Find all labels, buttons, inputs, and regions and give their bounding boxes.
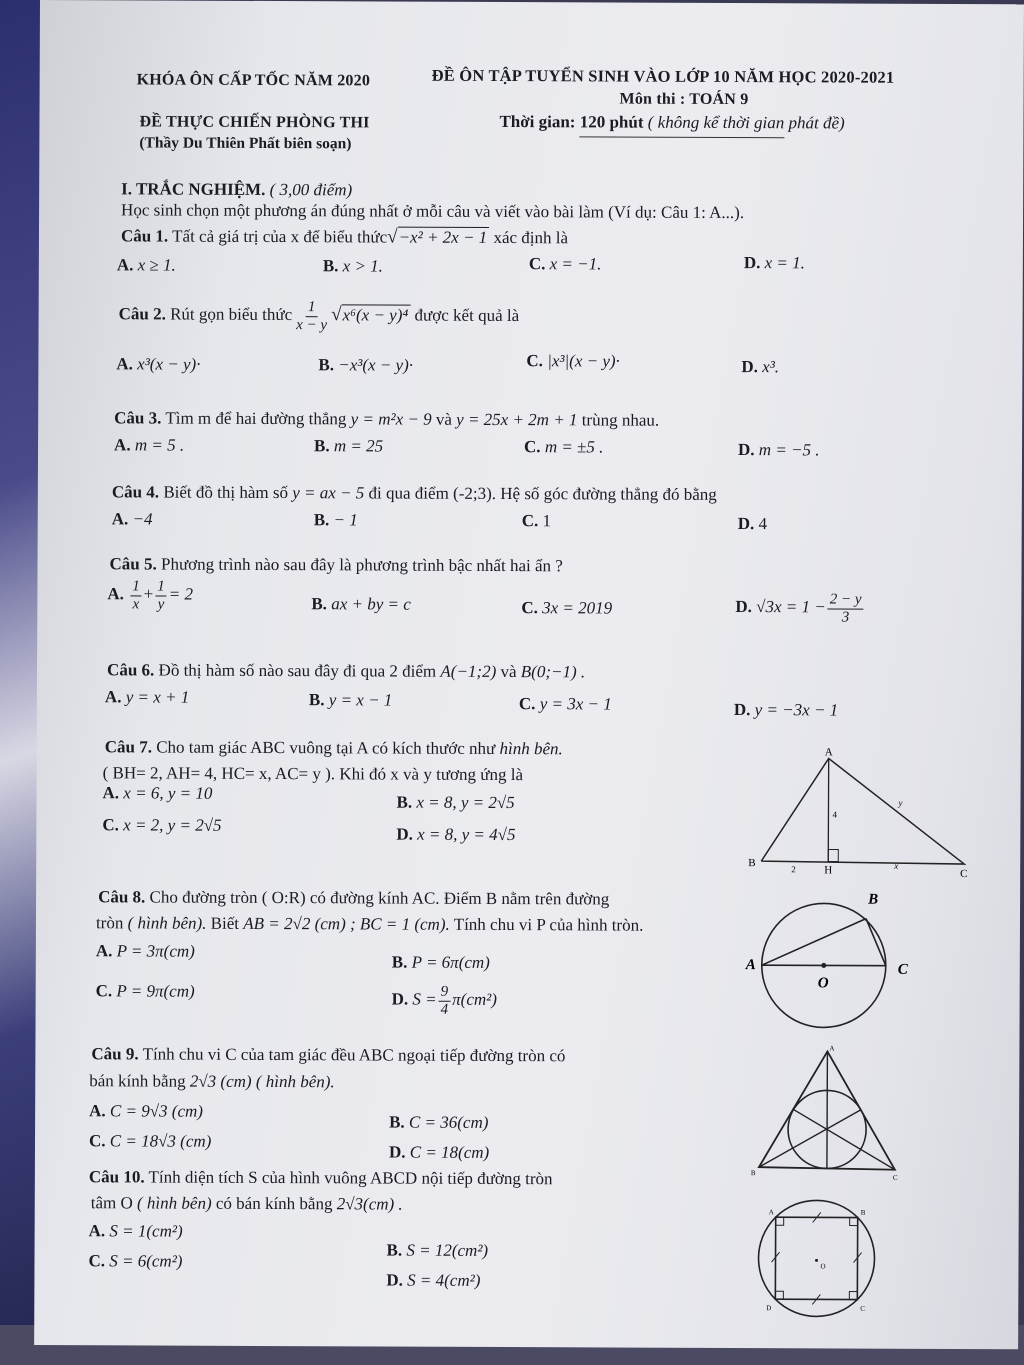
header-exam-type: ĐỀ THỰC CHIẾN PHÒNG THI [139, 113, 370, 132]
q7-right-angle-h [828, 849, 838, 861]
q2-option-a[interactable]: A. x³(x − y)· [116, 354, 201, 374]
q10-right-angle-c [849, 1292, 857, 1300]
section-title [121, 180, 352, 198]
q6-text: Đồ thị hàm số nào sau đây đi qua 2 điểm [158, 660, 437, 681]
header-course: KHÓA ÔN CẤP TỐC NĂM 2020 [136, 71, 371, 90]
q10-option-a[interactable]: A. S = 1(cm²) [88, 1221, 183, 1241]
q6-option-b[interactable]: B. y = x − 1 [308, 690, 393, 710]
q9-text: Tính chu vi C của tam giác đều ABC ngoại tiếp đường tròn có [142, 1044, 566, 1066]
q9-label-a: A [829, 1044, 835, 1053]
time-note: ( không kể thời gian phát đề) [647, 112, 845, 133]
q9-option-a[interactable]: A. C = 9√3 (cm) [89, 1101, 204, 1121]
q6-option-d[interactable]: D. y = −3x − 1 [733, 700, 839, 720]
q8-chord-bc [866, 919, 886, 966]
q6-option-c[interactable]: C. y = 3x − 1 [518, 694, 612, 714]
q4-text: Biết đồ thị hàm số [163, 482, 289, 503]
question-1: Câu 1. Tất cả giá trị của x để biểu thức√−x² + 2x − 1 xác định là [120, 226, 569, 248]
q7-figure [736, 743, 977, 884]
q7-label: Câu 7. [104, 737, 153, 757]
q8-option-d[interactable]: D. S = $\frac{9}{4}$ π(cm²) [391, 983, 497, 1018]
q8-label-a: A [745, 957, 756, 974]
q3-label: Câu 3. [114, 408, 162, 428]
question-2: Câu 2. Rút gọn biểu thức $\frac{1}{x - y}$ √x⁶(x − y)⁴ được kết quả là [118, 299, 520, 333]
q5-text: Phương trình nào sau đây là phương trình bậc nhất hai ẩn ? [160, 554, 563, 576]
q6-point-b: B(0;−1) . [520, 662, 586, 682]
q9-option-d[interactable]: D. C = 18(cm) [388, 1142, 490, 1162]
question-3: Câu 3. Tìm m để hai đường thẳng y = m²x − 9 và y = 25x + 2m + 1 trùng nhau. [114, 408, 660, 430]
q8-label-o: O [817, 975, 829, 992]
q10-label: Câu 10. [88, 1167, 145, 1187]
q9-figure [745, 1043, 906, 1184]
q8-label-c: C [897, 961, 908, 978]
q10-right-angle-d [775, 1291, 783, 1299]
q4-text2: đi qua điểm (-2;3). Hệ số góc đường thẳng đó bằng [368, 483, 717, 504]
q7-option-c[interactable]: C. x = 2, y = 2√5 [102, 815, 222, 835]
header-underline [579, 136, 784, 138]
q5-option-a[interactable]: A. $\frac{1}{x}$ + $\frac{1}{y}$ = 2 [107, 578, 194, 613]
q10-label-d: D [766, 1304, 772, 1313]
q1-option-d[interactable]: D. x = 1. [743, 253, 805, 273]
q6-label: Câu 6. [107, 660, 155, 680]
header-subject: Môn thi : TOÁN 9 [619, 90, 749, 109]
section-points: ( 3,00 điểm) [269, 180, 353, 200]
question-10 [89, 1168, 553, 1187]
question-9 [91, 1045, 565, 1064]
q9-line2: bán kính bằng 2√3 (cm) ( hình bên). [89, 1071, 335, 1092]
q4-label: Câu 4. [111, 482, 160, 502]
q4-option-b[interactable]: B. − 1 [313, 510, 358, 530]
q4-expr: y = ax − 5 [292, 483, 365, 503]
q10-square [775, 1217, 857, 1299]
q2-label: Câu 2. [118, 304, 166, 324]
q1-text: Tất cả giá trị của x để biểu thức [172, 226, 388, 247]
q4-option-d[interactable]: D. 4 [737, 514, 768, 534]
exam-sheet [34, 0, 1024, 1349]
q5-option-d[interactable]: D. √3x = 1 − $\frac{2 - y}{3}$ [735, 591, 862, 626]
header-exam-title: ĐỀ ÔN TẬP TUYỂN SINH VÀO LỚP 10 NĂM HỌC 2020-2021 [431, 65, 895, 87]
q8-center-dot [821, 963, 826, 968]
q7-label-hc: x [894, 860, 899, 871]
question-8 [98, 888, 609, 907]
q9-label: Câu 9. [91, 1044, 139, 1064]
q3-expr1: y = m²x − 9 [350, 409, 432, 429]
q10-label-o: O [820, 1262, 826, 1271]
q7-option-a[interactable]: A. x = 6, y = 10 [102, 783, 213, 803]
q10-label-c: C [860, 1304, 865, 1313]
q8-option-a[interactable]: A. P = 3π(cm) [95, 941, 195, 961]
q7-text: Cho tam giác ABC vuông tại A có kích thước như [156, 737, 496, 758]
q1-text2: xác định là [493, 227, 569, 248]
q8-option-b[interactable]: B. P = 6π(cm) [391, 952, 490, 972]
q6-point-a: A(−1;2) [440, 661, 497, 681]
q9-label-b: B [750, 1169, 756, 1178]
q9-label-c: C [892, 1173, 898, 1182]
q1-option-c[interactable]: C. x = −1. [528, 254, 602, 274]
q7-label-h: H [824, 864, 833, 877]
q10-text: Tính diện tích S của hình vuông ABCD nội tiếp đường tròn [148, 1167, 553, 1189]
time-label: Thời gian: 120 phút [499, 112, 644, 132]
q3-expr2: y = 25x + 2m + 1 [456, 409, 578, 430]
q3-text: Tìm m để hai đường thẳng [165, 408, 347, 429]
q7-label-b: B [748, 857, 756, 870]
q4-option-c[interactable]: C. 1 [521, 511, 552, 531]
q10-center-dot [815, 1259, 818, 1262]
section-instruction: Học sinh chọn một phương án đúng nhất ở mỗi câu và viết vào bài làm (Ví dụ: Câu 1: A...). [121, 200, 745, 223]
q10-option-d[interactable]: D. S = 4(cm²) [386, 1270, 481, 1290]
q2-text: Rút gọn biểu thức [170, 304, 293, 325]
q10-label-b: B [860, 1208, 866, 1217]
q7-option-b[interactable]: B. x = 8, y = 2√5 [396, 792, 515, 813]
q2-option-b[interactable]: B. −x³(x − y)· [318, 355, 414, 375]
q3-option-c[interactable]: C. m = ±5 . [524, 437, 604, 457]
q10-option-c[interactable]: C. S = 6(cm²) [88, 1251, 183, 1271]
question-5 [110, 555, 563, 574]
section-heading: I. TRẮC NGHIỆM. [121, 179, 266, 199]
question-7: Câu 7. Cho tam giác ABC vuông tại A có kích thước như hình bên. [104, 737, 563, 759]
q9-option-c[interactable]: C. C = 18√3 (cm) [88, 1131, 212, 1151]
q2-expr: x⁶(x − y)⁴ [342, 304, 411, 324]
q10-figure [746, 1198, 887, 1324]
q9-median-b [759, 1109, 861, 1167]
q5-option-b[interactable]: B. ax + by = c [311, 594, 411, 614]
q9-median-a [827, 1051, 828, 1168]
q6-option-a[interactable]: A. y = x + 1 [104, 687, 190, 707]
q5-label: Câu 5. [109, 554, 157, 574]
q1-expr: −x² + 2x − 1 [398, 227, 490, 247]
header-time [499, 113, 844, 132]
q3-option-b[interactable]: B. m = 25 [314, 436, 384, 456]
q8-label-b: B [868, 891, 879, 908]
q8-text: Cho đường tròn ( O:R) có đường kính AC. Điểm B nằm trên đường [149, 887, 610, 909]
q5-option-c[interactable]: C. 3x = 2019 [521, 598, 613, 618]
question-6: Câu 6. Đồ thị hàm số nào sau đây đi qua 2 điểm A(−1;2) và B(0;−1) . [107, 660, 586, 682]
q7-triangle [761, 758, 964, 864]
q8-figure [735, 883, 936, 1039]
q8-option-c[interactable]: C. P = 9π(cm) [95, 981, 195, 1001]
q7-label-c: C [960, 868, 968, 881]
q2-text2: được kết quả là [414, 305, 520, 325]
q10-option-b[interactable]: B. S = 12(cm²) [386, 1240, 489, 1260]
q7-label-ah: 4 [832, 809, 837, 820]
q8-label: Câu 8. [98, 887, 146, 907]
q9-option-b[interactable]: B. C = 36(cm) [389, 1112, 489, 1132]
q10-right-angle-b [850, 1218, 858, 1226]
q8-line2: tròn ( hình bên). Biết AB = 2√2 (cm) ; BC = 1 (cm). Tính chu vi P của hình tròn. [95, 913, 644, 935]
q3-option-a[interactable]: A. m = 5 . [114, 435, 185, 455]
q7-label-a: A [824, 746, 833, 759]
q1-option-a[interactable]: A. x ≥ 1. [116, 255, 176, 275]
q10-right-angle-a [776, 1217, 784, 1225]
header-author: (Thầy Du Thiên Phất biên soạn) [139, 134, 352, 153]
q10-line2: tâm O ( hình bên) có bán kính bằng 2√3(cm) . [90, 1193, 403, 1214]
q1-option-b[interactable]: B. x > 1. [322, 256, 384, 276]
q2-option-c[interactable]: C. |x³|(x − y)· [526, 351, 620, 371]
q1-label: Câu 1. [120, 226, 169, 246]
question-4 [112, 483, 717, 503]
q3-text2: trùng nhau. [581, 410, 660, 430]
q7-label-ac: y [898, 797, 903, 808]
q10-label-a: A [768, 1208, 774, 1217]
q7-line2: ( BH= 2, AH= 4, HC= x, AC= y ). Khi đó x và y tương ứng là [102, 763, 524, 785]
q7-option-d[interactable]: D. x = 8, y = 4√5 [396, 824, 516, 845]
q3-option-d[interactable]: D. m = −5 . [738, 440, 820, 460]
q2-option-d[interactable]: D. x³. [741, 357, 780, 377]
q7-label-bh: 2 [791, 864, 796, 875]
q4-option-a[interactable]: A. −4 [111, 509, 153, 529]
